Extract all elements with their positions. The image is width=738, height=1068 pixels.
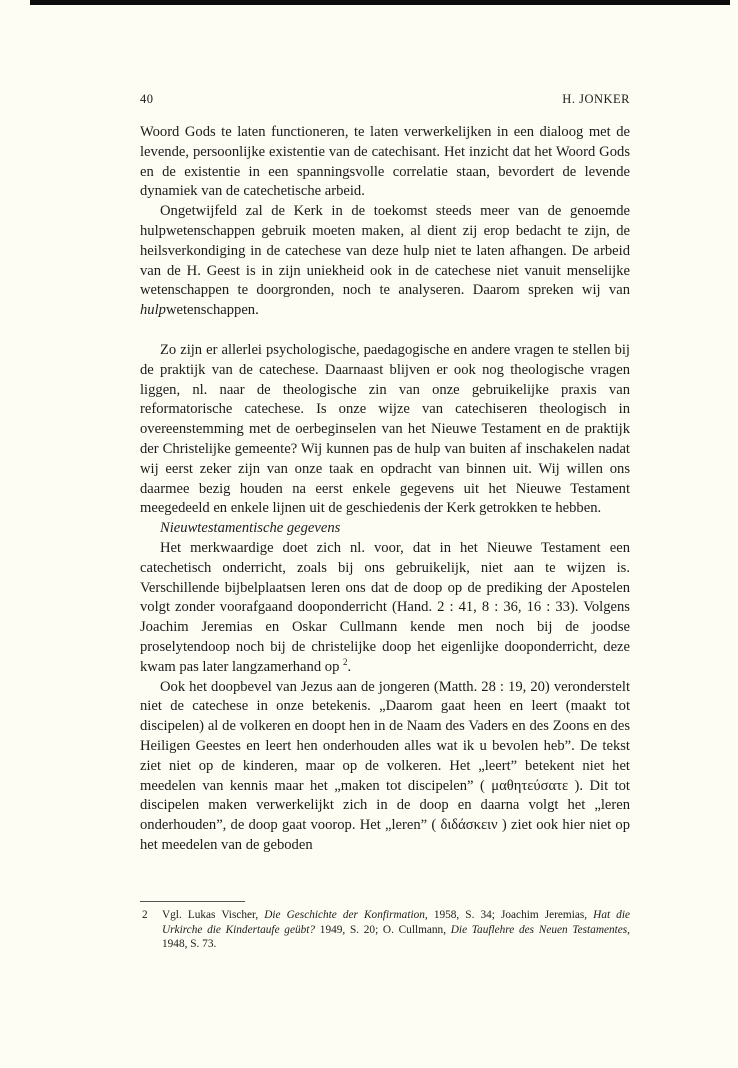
paragraph-1: Woord Gods te laten functioneren, te laten verwerkelijken in een dialoog met de levende, persoonlijke existentie van de catechisant. Het inzicht dat het Woord Gods en de existentie in een spanningsvolle correlatie staan, bevordert de levende dynamiek van de catechetische arbeid. bbox=[140, 124, 630, 200]
paragraph-4-text: Het merkwaardige doet zich nl. voor, dat in het Nieuwe Testament een catechetisch onderricht, zoals bij ons gebruikelijk, niet aan te wijzen is. Verschillende bijbelplaatsen leren ons dat de doop op de prediking der Apostelen volgt zonder voorafgaand dooponderricht (Hand. 2 : 41, 8 : 36, 16 : 33). Volgens Joachim Jeremias en Oskar Cullmann kende men noch bij de joodse proselytendoop noch bij de christelijke doop het eigenlijke dooponderricht, deze kwam pas later langzamerhand op bbox=[140, 539, 630, 675]
footnote-divider bbox=[140, 901, 245, 902]
footnote-text-3: 1949, S. 20; O. Cullmann, bbox=[319, 923, 447, 936]
paragraph-4-end: . bbox=[347, 658, 352, 675]
paragraph-5-text-a: Ook het doopbevel van Jezus aan de jongeren (Matth. 28 : 19, 20) veronderstelt niet de catechese in onze betekenis. „Daarom gaat heen en leert (maakt tot discipelen) al de volkeren en doopt hen in de Naam des Vaders en des Zoons en des Heiligen Geestes en leert hen onderhouden alles wat ik u bevolen heb”. De tekst ziet niet op de kinderen, maar op de volkeren. Het „leert” betekent niet het meedelen van kennis maar het „maken tot discipelen” ( bbox=[140, 678, 630, 794]
footnote-title-3: Die Tauflehre des Neuen Testamentes, bbox=[450, 923, 631, 936]
footnote-number: 2 bbox=[142, 909, 148, 921]
footnote-text-1: Vgl. Lukas Vischer, bbox=[162, 909, 259, 921]
footnote-title-2: Hat die Urkirche die Kindertaufe geübt? bbox=[162, 909, 630, 936]
footnote-text-4: 1948, S. 73. bbox=[162, 938, 217, 951]
body-text bbox=[140, 123, 630, 856]
paragraph-4 bbox=[140, 539, 630, 678]
paragraph-2 bbox=[140, 202, 630, 321]
footnote bbox=[140, 908, 630, 952]
paragraph-2-text: Ongetwijfeld zal de Kerk in de toekomst steeds meer van de genoemde hulpwetenschappen gebruik moeten maken, al dient zij erop bedacht te zijn, de heilsverkondiging in de catechese van deze hulp niet te laten afhangen. De arbeid van de H. Geest is in zijn uniekheid ook in de catechese niet vanuit menselijke wetenschappen te doorgronden, noch te analyseren. Daarom spreken wij van bbox=[140, 203, 630, 299]
paragraph-2-end: wetenschappen. bbox=[165, 302, 259, 319]
footnote-text-2: 1958, S. 34; Joachim Jeremias, bbox=[433, 909, 588, 921]
paragraph-3: Zo zijn er allerlei psychologische, paedagogische en andere vragen te stellen bij de praktijk van de catechese. Daarnaast blijven er ook nog theologische vragen liggen, nl. naar de theologische zin van onze gebruikelijke praxis van reformatorische catechese. Is onze wijze van catechiseren theologisch in overeenstemming met de oerbeginselen van het Nieuwe Testament en de praktijk der Christelijke gemeente? Wij kunnen pas de hulp van buiten af inschakelen nadat wij eerst zeker zijn van onze taak en opdracht van binnen uit. Wij willen ons daarmee bezig houden na eerst enkele gegevens uit het Nieuwe Testament meegedeeld en enkele lijnen uit de geschiedenis der Kerk getrokken te hebben. bbox=[140, 341, 630, 517]
footnote-ref-2: 2 bbox=[343, 656, 348, 667]
section-heading: Nieuwtestamentische gegevens bbox=[160, 520, 341, 537]
emphasis-hulp: hulp bbox=[140, 302, 166, 319]
paragraph-5-text-c: ) ziet ook hier niet op het meedelen van de geboden bbox=[140, 817, 630, 853]
scan-top-edge bbox=[30, 0, 730, 5]
paragraph-5 bbox=[140, 678, 630, 856]
paragraph-5-text-b: ). Dit tot discipelen maken verwerkelijkt zich in de doop en daarna volgt het „leren onderhouden”, de doop gaat voorop. Het „leren” ( bbox=[140, 777, 630, 834]
greek-word-matheteusate: μαθητεύσατε bbox=[491, 777, 569, 794]
page-number: 40 bbox=[140, 92, 154, 106]
page-header bbox=[140, 92, 630, 110]
greek-word-didaskein: διδάσκειν bbox=[440, 817, 498, 834]
footnote-title-1: Die Geschichte der Konfirmation, bbox=[264, 909, 428, 921]
running-head: H. JONKER bbox=[562, 92, 630, 106]
